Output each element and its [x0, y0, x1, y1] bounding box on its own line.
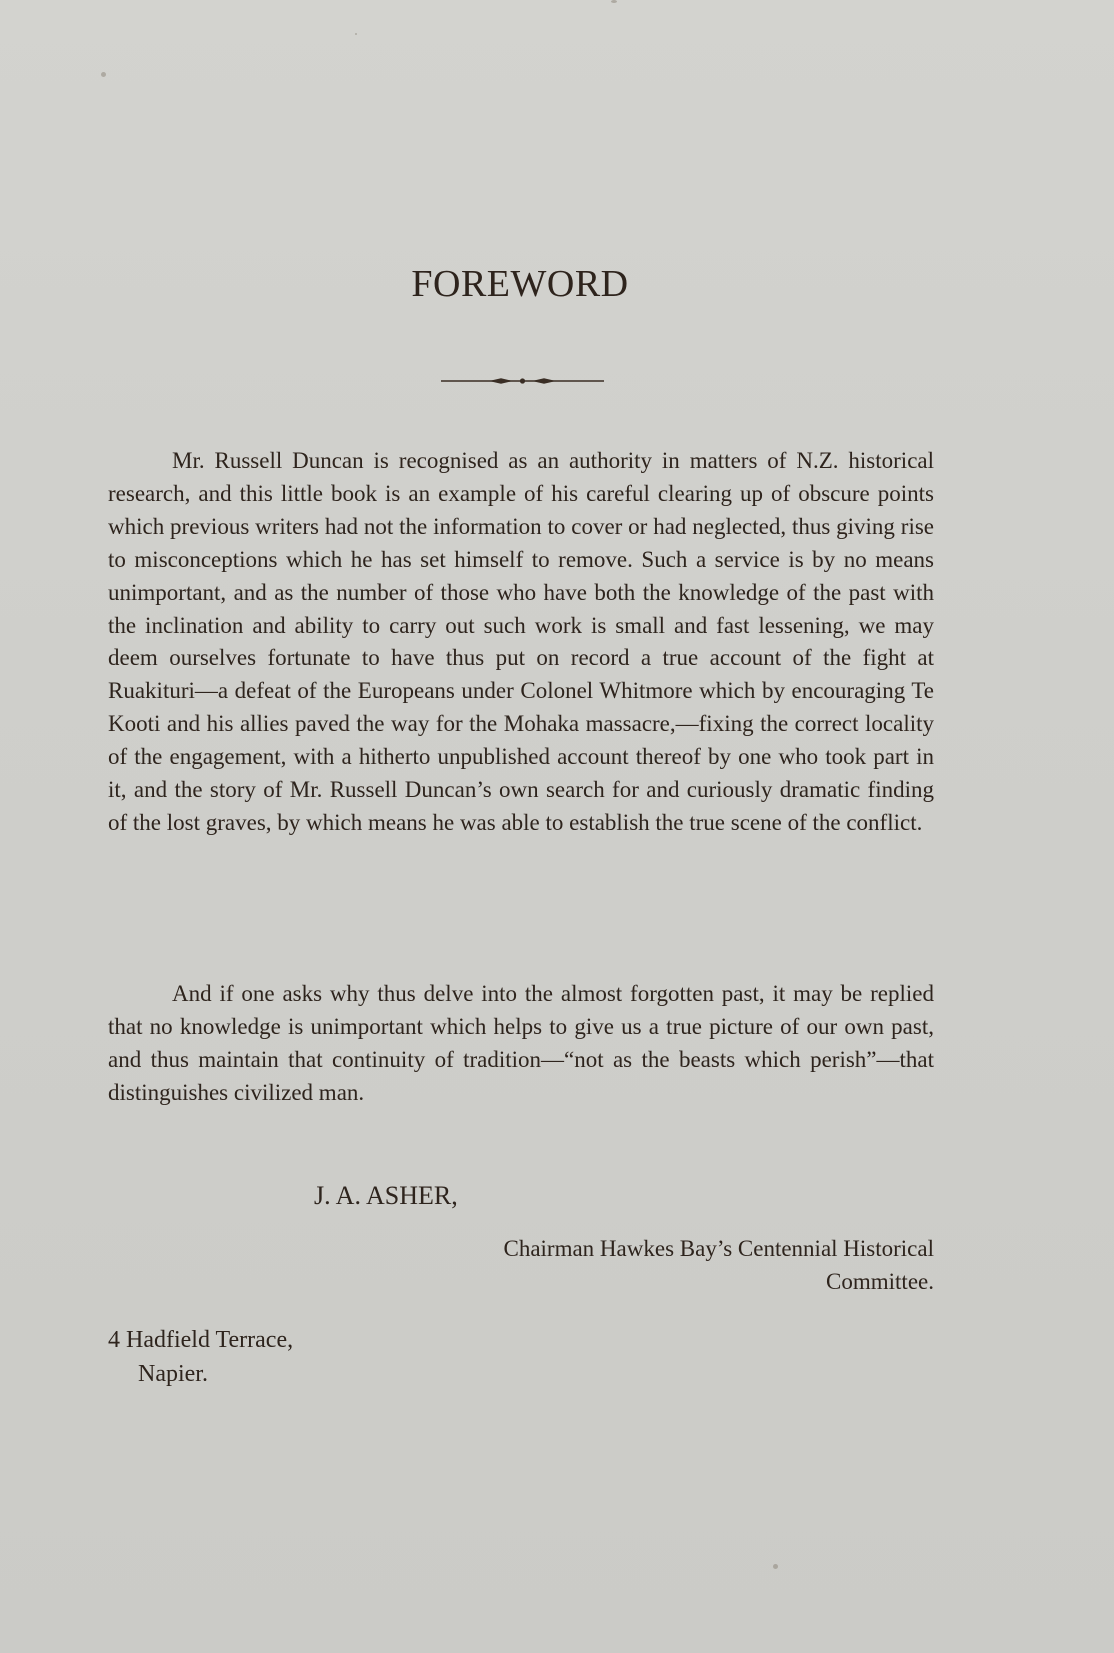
signatory-role: [334, 1232, 934, 1298]
foreword-paragraph-2: And if one asks why thus delve into the almost forgotten past, it may be replied that no knowledge is unimportant which helps to give us a true picture of our own past, and thus maintain that continuity of tradition—“not as the beasts which perish”—that distinguishes civilized man.: [108, 981, 934, 1105]
signatory-name: J. A. ASHER,: [314, 1181, 458, 1210]
address-line-1: 4 Hadfield Terrace,: [108, 1327, 294, 1353]
ornament-divider: [441, 374, 604, 388]
paper-speck: [355, 33, 357, 35]
signatory-role-line-1: Chairman Hawkes Bay’s Centennial Historical: [503, 1236, 934, 1261]
paper-speck: [773, 1564, 778, 1569]
foreword-paragraph-1: Mr. Russell Duncan is recognised as an authority in matters of N.Z. historical research, and this little book is an example of his careful clearing up of obscure points which previous writers had not the information to cover or had neglected, thus giving rise to misconceptions which he has set himself to remove. Such a service is by no means unimportant, and as the number of those who have both the knowledge of the past with the inclination and ability to carry out such work is small and fast lessening, we may deem ourselves fortunate to have thus put on record a true account of the fight at Ruakituri—a defeat of the Europeans under Colonel Whitmore which by encouraging Te Kooti and his allies paved the way for the Mohaka massacre,—fixing the correct locality of the engagement, with a hitherto unpublished account thereof by one who took part in it, and the story of Mr. Russell Duncan’s own search for and curiously dramatic finding of the lost graves, by which means he was able to establish the true scene of the conflict.: [108, 448, 934, 835]
address: [108, 1323, 293, 1391]
page-title: FOREWORD: [411, 263, 629, 305]
paper-speck: [611, 0, 617, 3]
address-line-2: Napier.: [138, 1361, 208, 1387]
paper-speck: [101, 72, 106, 77]
signatory-role-line-2: Committee.: [826, 1269, 934, 1294]
